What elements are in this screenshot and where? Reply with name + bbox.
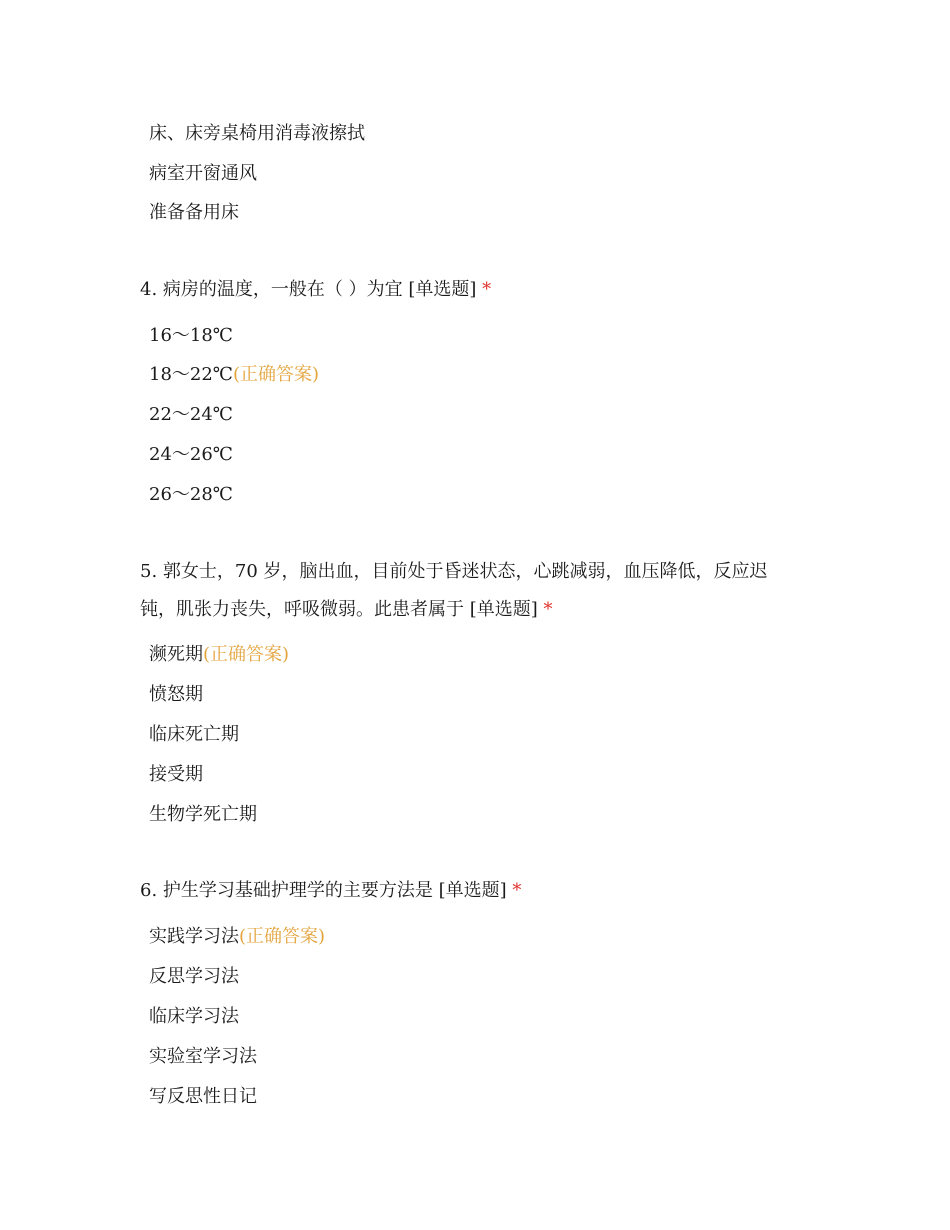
option-label: 24～26℃ — [149, 444, 233, 465]
option-prev-1 — [149, 122, 365, 146]
option-prev-2 — [149, 162, 257, 186]
question-5-title-line2 — [140, 598, 553, 622]
option-q6-4 — [149, 1045, 257, 1069]
question-5-title-line1 — [140, 560, 768, 584]
question-6-title — [140, 879, 521, 903]
option-label: 临床学习法 — [149, 1006, 239, 1027]
question-text: 4. 病房的温度，一般在（ ）为宜 [单选题] — [140, 279, 477, 300]
option-q5-4 — [149, 763, 203, 787]
option-q6-2 — [149, 965, 239, 989]
option-q4-5 — [149, 483, 233, 507]
option-q6-5 — [149, 1085, 257, 1109]
correct-answer-tag: (正确答案) — [232, 364, 319, 385]
option-q5-2 — [149, 683, 203, 707]
question-text: 钝，肌张力丧失，呼吸微弱。此患者属于 [单选题] — [140, 599, 538, 620]
option-q5-5 — [149, 803, 257, 827]
option-q6-1 — [149, 925, 325, 949]
option-label: 写反思性日记 — [149, 1086, 257, 1107]
option-label: 反思学习法 — [149, 966, 239, 987]
option-label: 实践学习法 — [149, 926, 239, 947]
option-label: 生物学死亡期 — [149, 804, 257, 825]
option-label: 22～24℃ — [149, 404, 233, 425]
correct-answer-tag: (正确答案) — [239, 926, 326, 947]
option-label: 16～18℃ — [149, 325, 233, 346]
option-label: 18～22℃ — [149, 364, 233, 385]
option-prev-3 — [149, 201, 239, 225]
option-label: 临床死亡期 — [149, 724, 239, 745]
question-text: 5. 郭女士，70 岁，脑出血，目前处于昏迷状态，心跳减弱，血压降低，反应迟 — [140, 561, 768, 582]
option-label: 濒死期 — [149, 644, 203, 665]
correct-answer-tag: (正确答案) — [203, 644, 290, 665]
option-label: 26～28℃ — [149, 484, 233, 505]
option-q6-3 — [149, 1005, 239, 1029]
option-label: 接受期 — [149, 764, 203, 785]
option-q5-3 — [149, 723, 239, 747]
option-label: 床、床旁桌椅用消毒液擦拭 — [149, 123, 365, 144]
option-q4-3 — [149, 403, 233, 427]
required-mark: * — [512, 880, 522, 901]
option-q4-1 — [149, 324, 233, 348]
question-4-title — [140, 278, 491, 302]
option-label: 实验室学习法 — [149, 1046, 257, 1067]
required-mark: * — [543, 599, 553, 620]
option-label: 准备备用床 — [149, 202, 239, 223]
required-mark: * — [482, 279, 492, 300]
option-label: 病室开窗通风 — [149, 163, 257, 184]
question-text: 6. 护生学习基础护理学的主要方法是 [单选题] — [140, 880, 507, 901]
option-q4-2 — [149, 363, 319, 387]
option-q5-1 — [149, 643, 289, 667]
option-q4-4 — [149, 443, 233, 467]
option-label: 愤怒期 — [149, 684, 203, 705]
